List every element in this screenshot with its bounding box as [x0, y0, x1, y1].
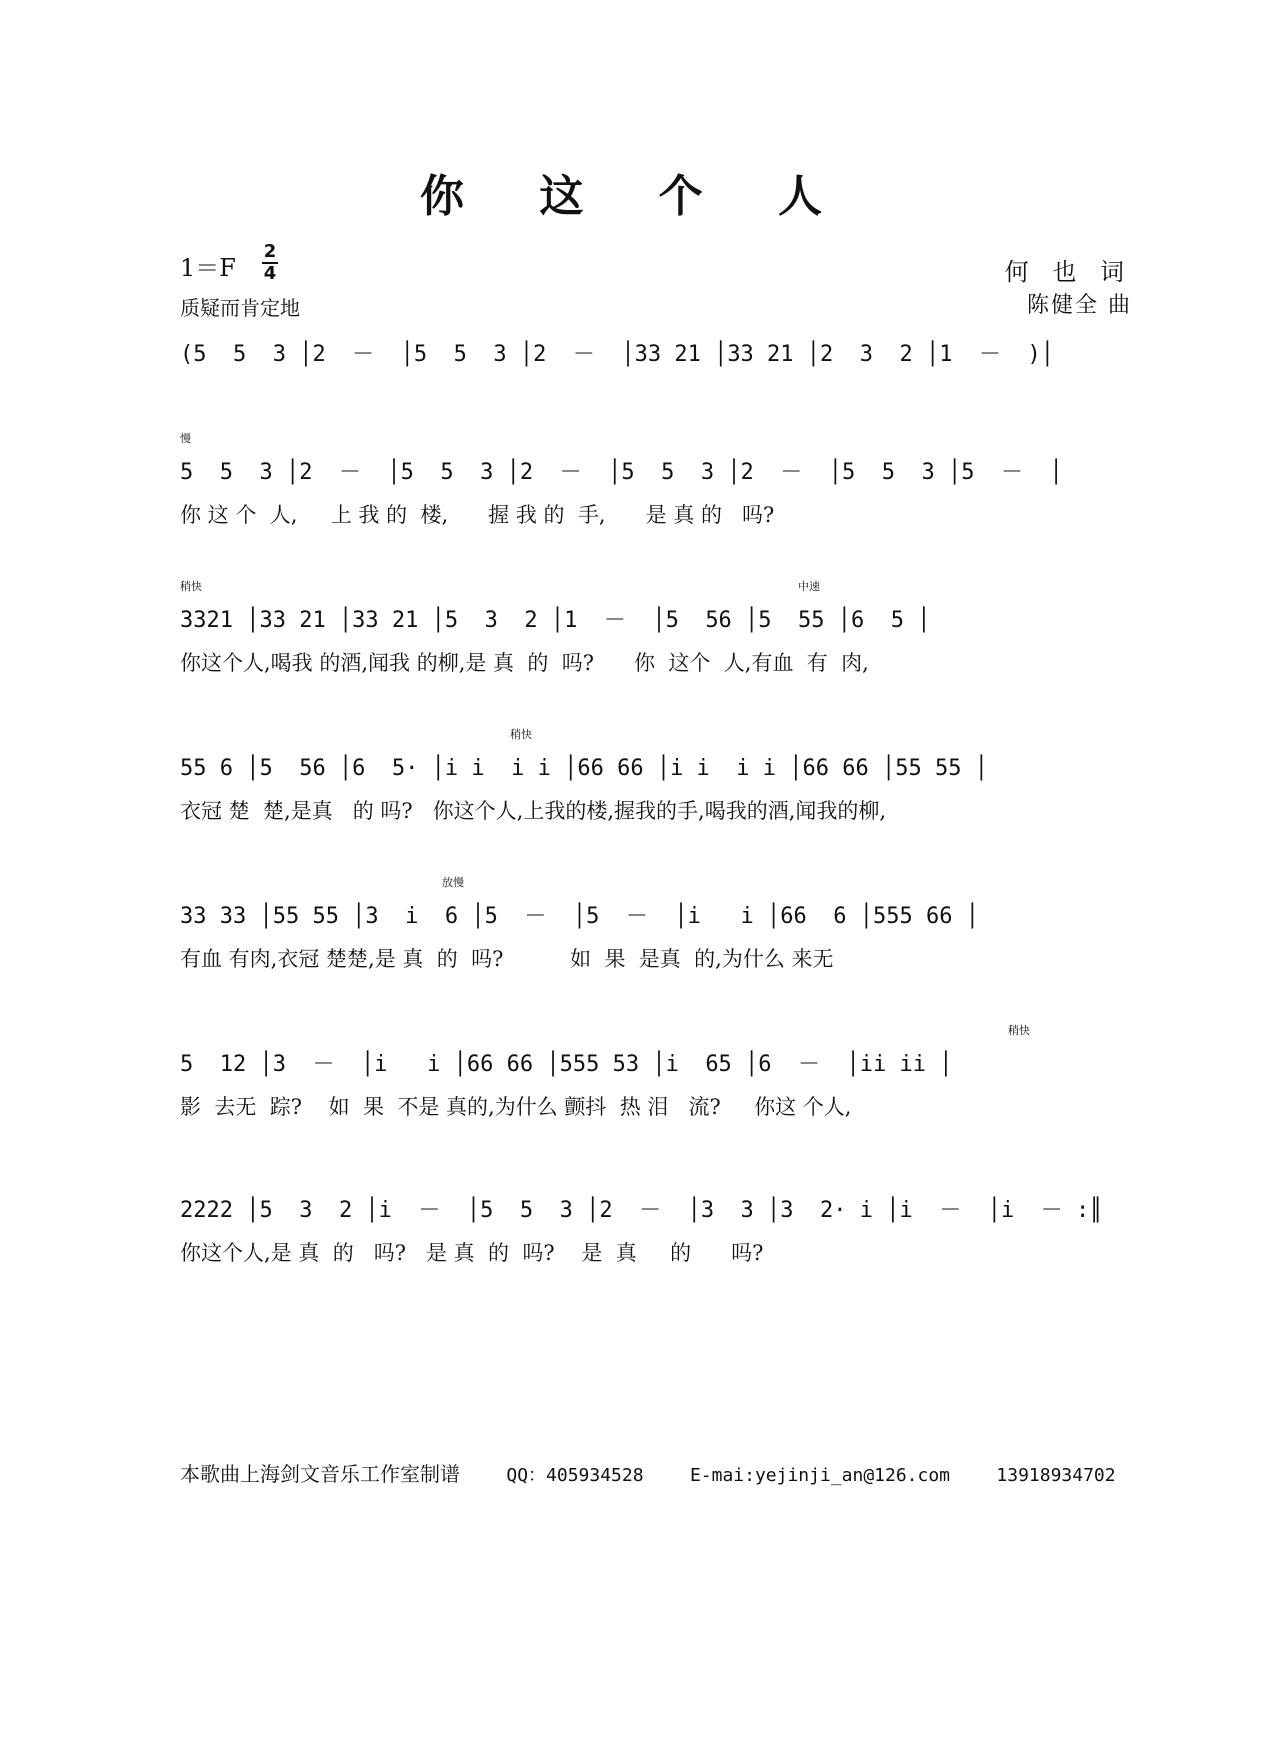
notes-line: 5 12 │3 － │i i │66 66 │555 53 │i 65 │6 － │ii ii │ — [180, 1052, 953, 1077]
lyrics-line: 衣冠 楚 楚,是真 的 吗? 你这个人,上我的楼,握我的手,喝我的酒,闻我的柳, — [180, 799, 887, 823]
footer-credits — [180, 1458, 1156, 1487]
footer-phone: 13918934702 — [996, 1465, 1116, 1486]
tempo-mark: 稍快 — [510, 728, 532, 741]
time-signature — [262, 242, 278, 284]
lyrics-line: 有血 有肉,衣冠 楚楚,是 真 的 吗? 如 果 是真 的,为什么 来无 — [180, 947, 834, 971]
key-signature: 1＝F — [180, 254, 236, 282]
notes-line: 2222 │5 3 2 │i － │5 5 3 │2 － │3 3 │3 2· i │i － │i － :║ — [180, 1198, 1103, 1223]
tempo-mark: 放慢 — [442, 876, 464, 889]
tempo-mark: 稍快 — [180, 580, 202, 593]
lyrics-line: 影 去无 踪? 如 果 不是 真的,为什么 颤抖 热 泪 流? 你这 个人, — [180, 1095, 852, 1119]
footer-studio: 本歌曲上海剑文音乐工作室制谱 — [180, 1462, 460, 1486]
notes-line: 5 5 3 │2 － │5 5 3 │2 － │5 5 3 │2 － │5 5 3 │5 － │ — [180, 460, 1063, 485]
expression-mark: 质疑而肯定地 — [180, 296, 300, 320]
tempo-mark: 稍快 — [1008, 1024, 1030, 1037]
lyrics-line: 你 这 个 人, 上 我 的 楼, 握 我 的 手, 是 真 的 吗? — [180, 503, 775, 527]
time-signature-bottom: 4 — [263, 263, 277, 284]
lyrics-line: 你这个人,是 真 的 吗? 是 真 的 吗? 是 真 的 吗? — [180, 1241, 764, 1265]
footer-qq: QQ：405934528 — [506, 1465, 644, 1486]
tempo-mark: 慢 — [180, 432, 191, 445]
lyricist-credit: 何 也 词 — [1004, 258, 1132, 286]
notes-line: 55 6 │5 56 │6 5· │i i i i │66 66 │i i i i │66 66 │55 55 │ — [180, 756, 988, 781]
notes-line: 3321 │33 21 │33 21 │5 3 2 │1 － │5 56 │5 55 │6 5 │ — [180, 608, 931, 633]
page-title: 你 这 个 人 — [420, 171, 852, 222]
notes-line: (5 5 3 │2 － │5 5 3 │2 － │33 21 │33 21 │2 3 2 │1 － )│ — [180, 342, 1054, 367]
notes-line: 33 33 │55 55 │3 i 6 │5 － │5 － │i i │66 6 │555 66 │ — [180, 904, 979, 929]
time-signature-top: 2 — [263, 241, 277, 262]
tempo-mark: 中速 — [798, 580, 820, 593]
footer-email: E-mai:yejinji_an@126.com — [689, 1465, 951, 1486]
lyrics-line: 你这个人,喝我 的酒,闻我 的柳,是 真 的 吗? 你 这个 人,有血 有 肉, — [180, 651, 869, 675]
composer-credit: 陈健全 曲 — [1027, 293, 1132, 318]
